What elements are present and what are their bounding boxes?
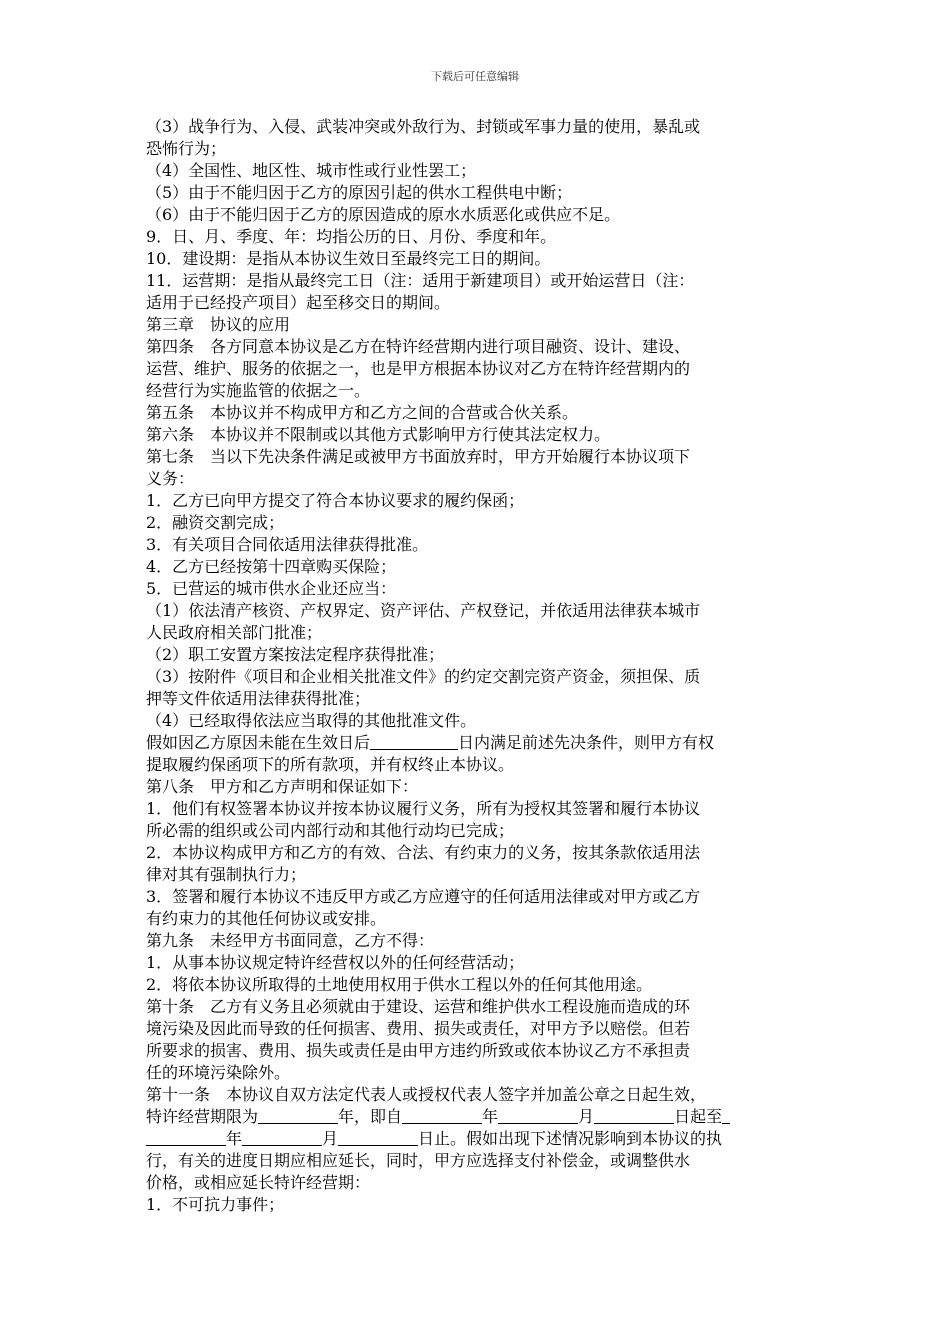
text-line <box>146 1106 810 1128</box>
text-line: 2．融资交割完成； <box>146 513 285 532</box>
blank-underline <box>258 1107 338 1124</box>
text-line: 有约束力的其他任何协议或安排。 <box>146 909 387 928</box>
text-segment: 年 <box>226 1129 243 1148</box>
blank-underline <box>402 1107 482 1124</box>
text-line: 律对其有强制执行力； <box>146 865 307 884</box>
text-line: 第六条 本协议并不限制或以其他方式影响甲方行使其法定权力。 <box>146 425 611 444</box>
text-line: 3．签署和履行本协议不违反甲方或乙方应遵守的任何适用法律或对甲方或乙方 <box>146 887 701 906</box>
text-line: （3）按附件《项目和企业相关批准文件》的约定交割完资产资金，须担保、质 <box>146 667 701 686</box>
text-segment: 月 <box>578 1107 595 1126</box>
text-segment: 年 <box>482 1107 499 1126</box>
text-segment: 假如因乙方原因未能在生效日后 <box>146 733 371 752</box>
blank-underline <box>146 1129 226 1146</box>
text-line: 11．运营期：是指从最终完工日（注：适用于新建项目）或开始运营日（注： <box>146 271 695 290</box>
text-line: 1．不可抗力事件； <box>146 1195 285 1214</box>
text-line: 所要求的损害、费用、损失或责任是由甲方违约所致或依本协议乙方不承担责 <box>146 1041 691 1060</box>
text-line: 第四条 各方同意本协议是乙方在特许经营期内进行项目融资、设计、建设、 <box>146 337 691 356</box>
text-line: 运营、维护、服务的依据之一，也是甲方根据本协议对乙方在特许经营期内的 <box>146 359 691 378</box>
text-line: （4）已经取得依法应当取得的其他批准文件。 <box>146 711 477 730</box>
text-line: 适用于已经投产项目）起至移交日的期间。 <box>146 293 451 312</box>
text-line: 第十条 乙方有义务且必须就由于建设、运营和维护供水工程设施而造成的环 <box>146 997 691 1016</box>
blank-underline <box>594 1107 674 1124</box>
page-header: 下载后可任意编辑 <box>431 70 519 83</box>
blank-underline <box>370 733 458 750</box>
text-line: 1．乙方已向甲方提交了符合本协议要求的履约保函； <box>146 491 525 510</box>
text-line: 5．已营运的城市供水企业还应当： <box>146 579 397 598</box>
text-line: 第十一条 本协议自双方法定代表人或授权代表人签字并加盖公章之日起生效， <box>146 1085 707 1104</box>
text-line: 人民政府相关部门批准； <box>146 623 323 642</box>
text-line: （4）全国性、地区性、城市性或行业性罢工； <box>146 161 477 180</box>
text-line: 所必需的组织或公司内部行动和其他行动均已完成； <box>146 821 515 840</box>
text-line: 境污染及因此而导致的任何损害、费用、损失或责任，对甲方予以赔偿。但若 <box>146 1019 691 1038</box>
text-line: 第五条 本协议并不构成甲方和乙方之间的合营或合伙关系。 <box>146 403 579 422</box>
text-line: （5）由于不能归因于乙方的原因引起的供水工程供电中断； <box>146 183 573 202</box>
text-line: 提取履约保函项下的所有款项，并有权终止本协议。 <box>146 755 515 774</box>
text-line: 3．有关项目合同依适用法律获得批准。 <box>146 535 429 554</box>
text-line: （3）战争行为、入侵、武装冲突或外敌行为、封锁或军事力量的使用，暴乱或 <box>146 117 701 136</box>
document-body <box>146 116 810 1216</box>
text-line: 经营行为实施监管的依据之一。 <box>146 381 371 400</box>
text-line: （2）职工安置方案按法定程序获得批准； <box>146 645 445 664</box>
text-line: 第七条 当以下先决条件满足或被甲方书面放弃时，甲方开始履行本协议项下 <box>146 447 691 466</box>
text-line: 义务： <box>146 469 195 488</box>
text-segment: 特许经营期限为 <box>146 1107 259 1126</box>
text-segment: 日起至 <box>674 1107 723 1126</box>
text-line: 价格，或相应延长特许经营期： <box>146 1173 371 1192</box>
text-line: 1．从事本协议规定特许经营权以外的任何经营活动； <box>146 953 525 972</box>
text-segment: 日内满足前述先决条件，则甲方有权 <box>458 733 715 752</box>
text-segment: 月 <box>322 1129 339 1148</box>
text-line: 9．日、月、季度、年：均指公历的日、月份、季度和年。 <box>146 227 557 246</box>
blank-underline <box>722 1107 730 1124</box>
text-line: 行，有关的进度日期应相应延长，同时，甲方应选择支付补偿金，或调整供水 <box>146 1151 691 1170</box>
text-line: 第三章 协议的应用 <box>146 315 291 334</box>
text-line: （1）依法清产核资、产权界定、资产评估、产权登记，并依适用法律获本城市 <box>146 601 701 620</box>
text-line: 2．本协议构成甲方和乙方的有效、合法、有约束力的义务，按其条款依适用法 <box>146 843 701 862</box>
text-line: 任的环境污染除外。 <box>146 1063 291 1082</box>
text-line: 4．乙方已经按第十四章购买保险； <box>146 557 397 576</box>
text-line <box>146 1128 810 1150</box>
text-segment: 日止。假如出现下述情况影响到本协议的执 <box>418 1129 723 1148</box>
text-line <box>146 732 810 754</box>
text-segment: 年，即自 <box>338 1107 403 1126</box>
text-line: 2．将依本协议所取得的土地使用权用于供水工程以外的任何其他用途。 <box>146 975 653 994</box>
blank-underline <box>242 1129 322 1146</box>
text-line: 第九条 未经甲方书面同意，乙方不得： <box>146 931 435 950</box>
text-line: （6）由于不能归因于乙方的原因造成的原水水质恶化或供应不足。 <box>146 205 621 224</box>
text-line: 恐怖行为； <box>146 139 227 158</box>
blank-underline <box>338 1129 418 1146</box>
text-line: 10．建设期：是指从本协议生效日至最终完工日的期间。 <box>146 249 551 268</box>
text-line: 押等文件依适用法律获得批准； <box>146 689 371 708</box>
text-line: 第八条 甲方和乙方声明和保证如下： <box>146 777 419 796</box>
text-line: 1．他们有权签署本协议并按本协议履行义务，所有为授权其签署和履行本协议 <box>146 799 701 818</box>
blank-underline <box>498 1107 578 1124</box>
